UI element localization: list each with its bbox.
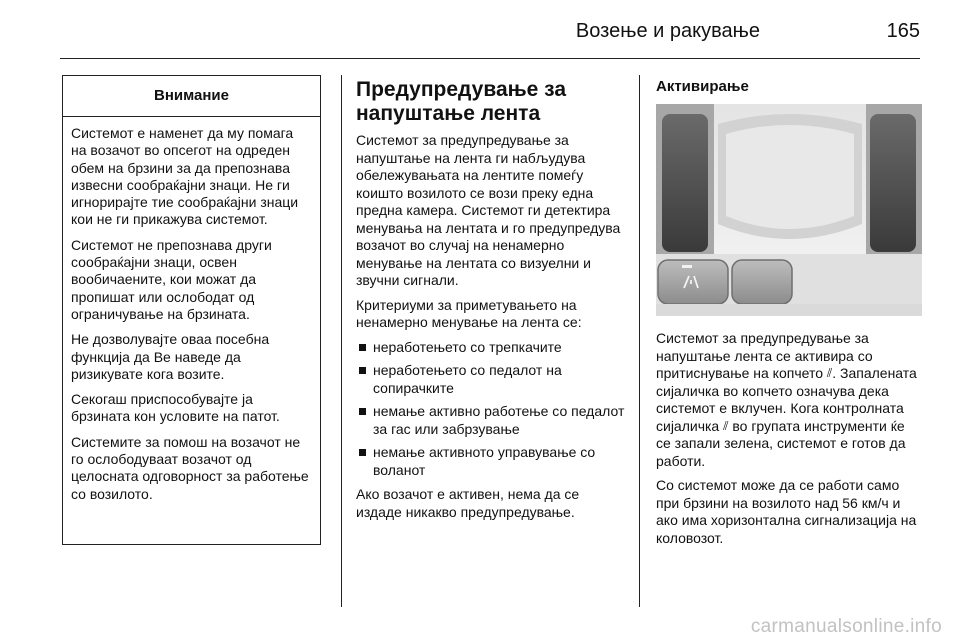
activation-section	[656, 78, 922, 554]
activation-paragraph	[656, 330, 922, 470]
section-intro: Системот за предупредување за напуштање на лента ги набљудува обележувањата на лентите помеѓу коишто возилото се вози преку една предна камера. Системот ги детектира менувања на лентата и го предупредува возачот во случај на ненамерно менување на лентата со визуелни и звучни сигнали.	[356, 132, 621, 288]
watermark: carmanualsonline.info	[750, 616, 942, 637]
warning-body	[63, 117, 320, 503]
activation-text: . Запалената сијаличка во копчето означува дека системот е вклучен. Кога контролната сијаличка	[656, 365, 917, 434]
activation-text: во групата инструменти ќе се запали зелена, системот е готов да работи.	[656, 417, 906, 469]
column-divider	[341, 75, 342, 607]
list-item: неработењето со педалот на сопирачките	[356, 362, 626, 397]
criteria-list	[356, 339, 626, 480]
warning-box	[62, 75, 321, 545]
activation-text: Системот за предупредување за напуштање лента се активира со притиснување на копчето	[656, 330, 873, 381]
warning-paragraph: Системот не препознава други сообраќајни знаци, освен вообичаените, кои можат да пропишат или ослободат од ограничување на брзината.	[71, 236, 272, 322]
lane-departure-icon: ⫽	[723, 418, 729, 433]
list-item: неработењето со трепкачите	[356, 339, 626, 357]
header-title: Возење и ракување	[575, 20, 760, 42]
warning-heading: Внимание	[63, 76, 320, 117]
section-heading: Предупредување за напуштање лента	[356, 78, 567, 125]
criteria-intro: Критериуми за приметувањето на ненамерно менување на лента се:	[356, 296, 582, 330]
lane-departure-section	[356, 78, 626, 528]
list-item: немање активното управување со воланот	[356, 444, 626, 479]
dashboard-illustration	[656, 104, 922, 316]
activation-speed-paragraph: Со системот може да се работи само при брзини на возилото над 56 км/ч и ако има хоризонтална сигнализација на коловозот.	[656, 477, 917, 546]
lane-departure-icon: ⫽	[826, 366, 833, 380]
warning-paragraph: Не дозволувајте оваа посебна функција да Ве наведе да ризикувате кога возите.	[71, 331, 270, 382]
warning-paragraph: Системите за помош на возачот не го ослободуваат возачот од целосната одговорност за работење со возилото.	[71, 433, 309, 502]
warning-paragraph: Системот е наменет да му помага на возачот во опсегот на одреден обем на брзини за да препознава извесни сообраќајни знаци. Не ги игнорирајте тие сообраќајни знаци кои не ги прикажува системот.	[71, 125, 299, 228]
closing-text: Ако возачот е активен, нема да се издаде никакво предупредување.	[356, 486, 580, 520]
list-item: немање активно работење со педалот за гас или забрзување	[356, 403, 626, 438]
column-divider	[639, 75, 640, 607]
page-number: 165	[886, 20, 920, 42]
warning-paragraph: Секогаш приспособувајте ја брзината кон условите на патот.	[71, 391, 280, 425]
activation-heading: Активирање	[656, 78, 749, 95]
header-rule	[60, 58, 920, 59]
dashboard-button-photo	[656, 104, 922, 316]
